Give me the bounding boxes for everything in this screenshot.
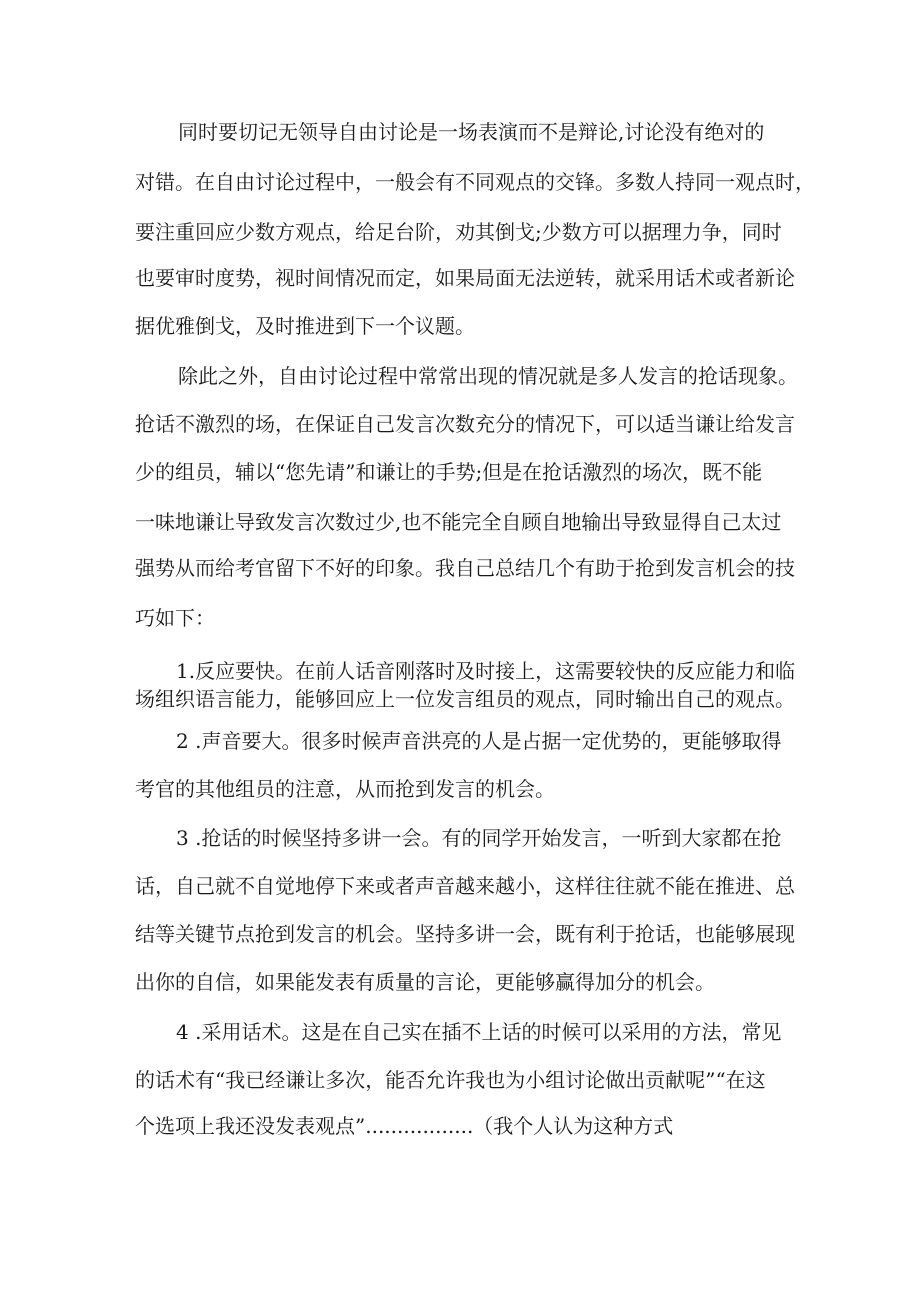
paragraph-6-line-3 <box>0 1106 920 1146</box>
text-line: 话，自己就不自觉地停下来或者声音越来越小，这样往往就不能在推进、总 <box>135 874 795 898</box>
text-line: 出你的自信，如果能发表有质量的言论，更能够赢得加分的机会。 <box>135 970 715 994</box>
text-line: 也要审时度势，视时间情况而定，如果局面无法逆转，就采用话术或者新论 <box>135 266 795 290</box>
paragraph-1-line-5 <box>0 306 920 346</box>
text-line: 场组织语言能力，能够回应上一位发言组员的观点，同时输出自己的观点。 <box>135 687 795 711</box>
paragraph-1-line-3 <box>0 212 920 252</box>
text-line: 1.反应要快。在前人话音刚落时及时接上，这需要较快的反应能力和临 <box>176 659 796 683</box>
text-line: 考官的其他组员的注意，从而抢到发言的机会。 <box>135 777 555 801</box>
paragraph-2-line-4 <box>0 502 920 542</box>
paragraph-2-line-5 <box>0 548 920 588</box>
text-line: 据优雅倒戈，及时推进到下一个议题。 <box>135 314 475 338</box>
paragraph-6-line-2 <box>0 1060 920 1100</box>
text-line: 同时要切记无领导自由讨论是一场表演而不是辩论,讨论没有绝对的 <box>178 120 765 144</box>
text-line: 2 .声音要大。很多时候声音洪亮的人是占据一定优势的，更能够取得 <box>176 729 782 753</box>
paragraph-2-line-1 <box>0 356 920 396</box>
text-line: 个选项上我还没发表观点”.................（我个人认为这种方式 <box>135 1114 674 1138</box>
paragraph-4-line-1 <box>0 721 920 761</box>
paragraph-5-line-1 <box>0 818 920 858</box>
paragraph-2-line-6 <box>0 598 920 638</box>
text-line: 要注重回应少数方观点，给足台阶，劝其倒戈;少数方可以据理力争，同时 <box>135 220 782 244</box>
paragraph-2-line-3 <box>0 452 920 492</box>
text-line: 巧如下： <box>135 606 215 630</box>
text-line: 4 .采用话术。这是在自己实在插不上话的时候可以采用的方法，常见 <box>176 1020 782 1044</box>
paragraph-3-line-2 <box>0 679 920 719</box>
paragraph-6-line-1 <box>0 1012 920 1052</box>
text-line: 的话术有“我已经谦让多次，能否允许我也为小组讨论做出贡献呢”“在这 <box>135 1068 766 1092</box>
paragraph-1-line-1 <box>0 112 920 152</box>
paragraph-1-line-4 <box>0 258 920 298</box>
paragraph-5-line-2 <box>0 866 920 906</box>
text-line: 对错。在自由讨论过程中，一般会有不同观点的交锋。多数人持同一观点时， <box>135 170 815 194</box>
text-line: 一味地谦让导致发言次数过少,也不能完全自顾自地输出导致显得自己太过 <box>135 510 782 534</box>
text-line: 除此之外，自由讨论过程中常常出现的情况就是多人发言的抢话现象。 <box>178 364 798 388</box>
paragraph-1-line-2 <box>0 162 920 202</box>
text-line: 3 .抢话的时候坚持多讲一会。有的同学开始发言，一听到大家都在抢 <box>176 826 782 850</box>
paragraph-2-line-2 <box>0 404 920 444</box>
paragraph-5-line-4 <box>0 962 920 1002</box>
text-line: 结等关键节点抢到发言的机会。坚持多讲一会，既有利于抢话，也能够展现 <box>135 922 795 946</box>
text-line: 强势从而给考官留下不好的印象。我自己总结几个有助于抢到发言机会的技 <box>135 556 795 580</box>
text-line: 少的组员，辅以“您先请”和谦让的手势;但是在抢话激烈的场次，既不能 <box>135 460 763 484</box>
paragraph-5-line-3 <box>0 914 920 954</box>
paragraph-4-line-2 <box>0 769 920 809</box>
text-line: 抢话不激烈的场，在保证自己发言次数充分的情况下，可以适当谦让给发言 <box>135 412 795 436</box>
